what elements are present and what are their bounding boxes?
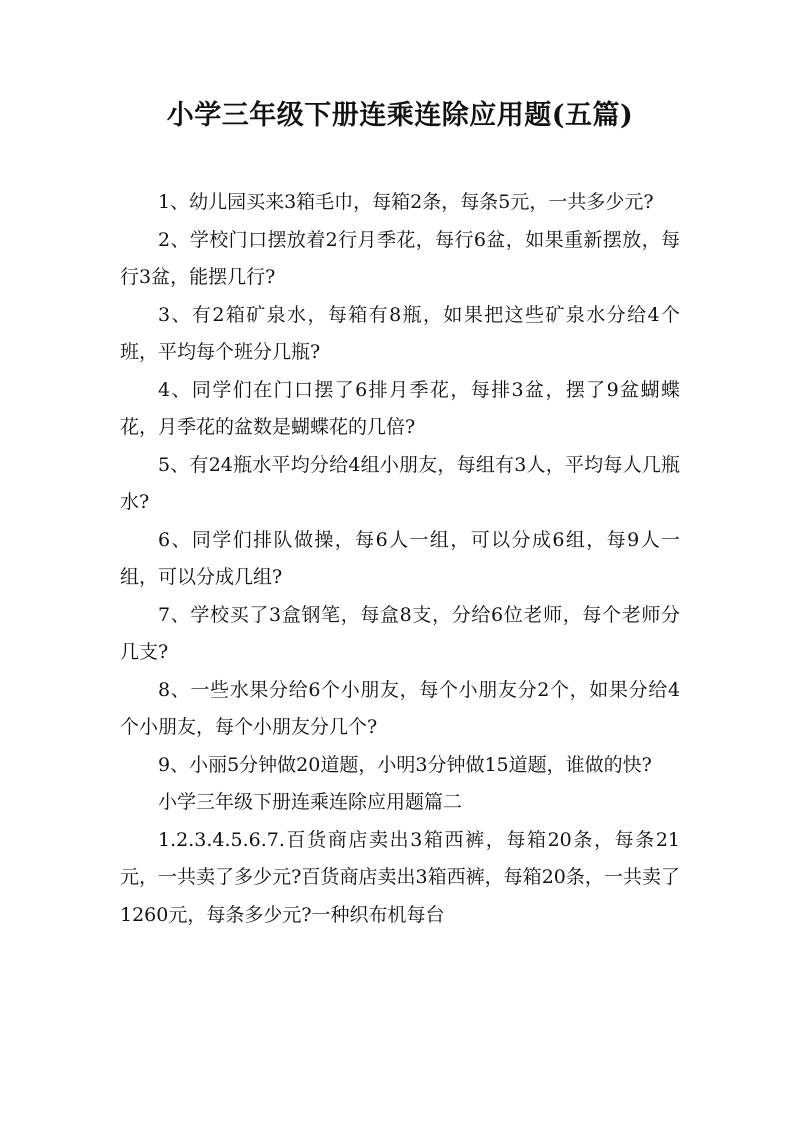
question-6: 6、同学们排队做操，每6人一组，可以分成6组，每9人一组，可以分成几组? — [120, 528, 680, 588]
question-5: 5、有24瓶水平均分给4组小朋友，每组有3人，平均每人几瓶水? — [120, 453, 680, 513]
question-7: 7、学校买了3盒钢笔，每盒8支，分给6位老师，每个老师分几支? — [120, 603, 680, 663]
document-title: 小学三年级下册连乘连除应用题(五篇) — [166, 100, 634, 131]
section-two-text: 1.2.3.4.5.6.7.百货商店卖出3箱西裤，每箱20条，每条21元，一共卖了多少元?百货商店卖出3箱西裤，每箱20条，一共卖了1260元，每条多少元?一种织布机每台 — [120, 828, 680, 926]
question-9: 9、小丽5分钟做20道题，小明3分钟做15道题，谁做的快? — [158, 753, 652, 776]
question-2: 2、学校门口摆放着2行月季花，每行6盆，如果重新摆放，每行3盆，能摆几行? — [120, 228, 680, 288]
question-3: 3、有2箱矿泉水，每箱有8瓶，如果把这些矿泉水分给4个班，平均每个班分几瓶? — [120, 303, 680, 363]
question-8: 8、一些水果分给6个小朋友，每个小朋友分2个，如果分给4个小朋友，每个小朋友分几个? — [120, 678, 680, 738]
question-1: 1、幼儿园买来3箱毛巾，每箱2条，每条5元，一共多少元? — [158, 191, 654, 213]
document-content — [120, 184, 680, 934]
question-4: 4、同学们在门口摆了6排月季花，每排3盆，摆了9盆蝴蝶花，月季花的盆数是蝴蝶花的几倍? — [120, 378, 680, 438]
section-two-heading: 小学三年级下册连乘连除应用题篇二 — [158, 791, 463, 813]
